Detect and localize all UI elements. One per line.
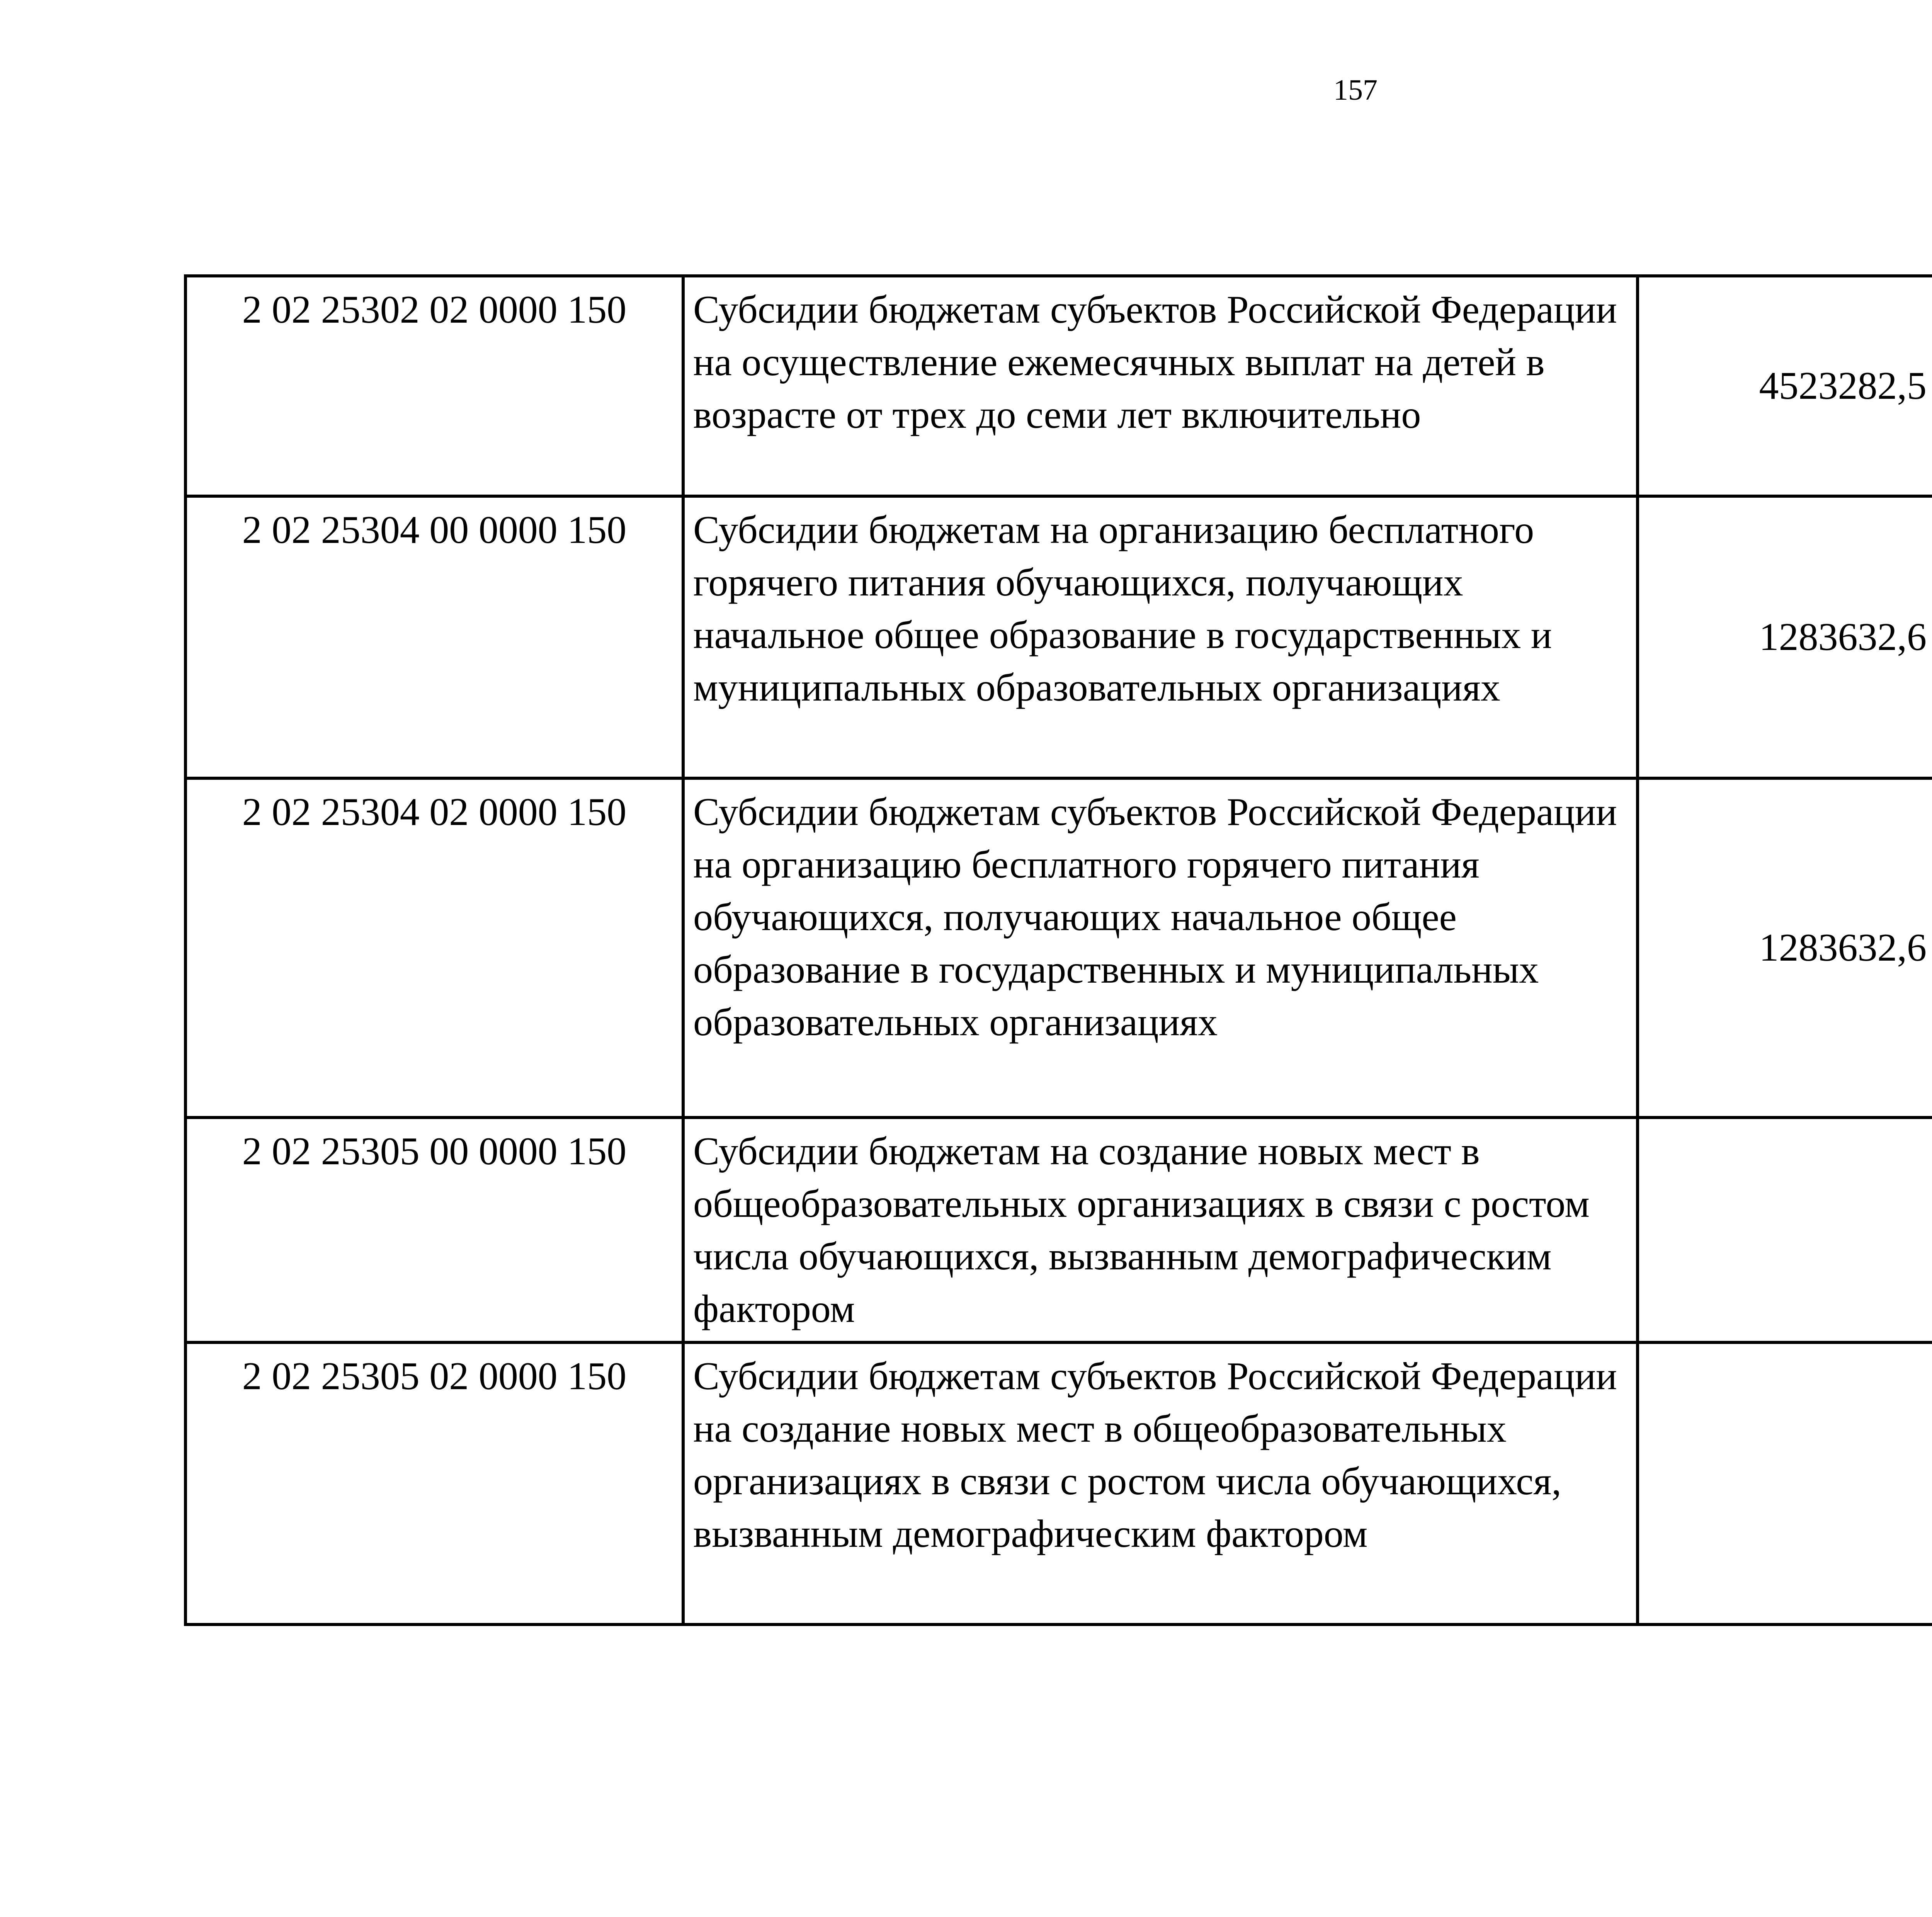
budget-code-cell: 2 02 25302 02 0000 150: [185, 276, 683, 496]
page-number: 157: [1333, 74, 1378, 106]
amount-cell-1: 4523282,5: [1638, 276, 1932, 496]
budget-revenue-table: [184, 274, 1932, 1626]
amount-cell-1: 1283632,6: [1638, 496, 1932, 778]
budget-code-cell: 2 02 25304 00 0000 150: [185, 496, 683, 778]
budget-code-cell: 2 02 25304 02 0000 150: [185, 778, 683, 1118]
table-row: [185, 1118, 1932, 1342]
amount-cell-1: [1638, 1342, 1932, 1624]
table-row: [185, 1342, 1932, 1624]
amount-cell-1: 1283632,6: [1638, 778, 1932, 1118]
description-cell: Субсидии бюджетам на организацию бесплатного горячего питания обучающихся, получающих начальное общее образование в государственных и муниципальных образовательных организациях: [683, 496, 1638, 778]
budget-code-cell: 2 02 25305 02 0000 150: [185, 1342, 683, 1624]
amount-cell-1: [1638, 1118, 1932, 1342]
table-row: [185, 496, 1932, 778]
table-row: [185, 276, 1932, 496]
description-cell: Субсидии бюджетам субъектов Российской Федерации на организацию бесплатного горячего питания обучающихся, получающих начальное общее образование в государственных и муниципальных образовательных организациях: [683, 778, 1638, 1118]
description-cell: Субсидии бюджетам субъектов Российской Федерации на осуществление ежемесячных выплат на детей в возрасте от трех до семи лет включительно: [683, 276, 1638, 496]
description-cell: Субсидии бюджетам субъектов Российской Федерации на создание новых мест в общеобразовательных организациях в связи с ростом числа обучающихся, вызванным демографическим фактором: [683, 1342, 1638, 1624]
table-row: [185, 778, 1932, 1118]
budget-code-cell: 2 02 25305 00 0000 150: [185, 1118, 683, 1342]
description-cell: Субсидии бюджетам на создание новых мест в общеобразовательных организациях в связи с ростом числа обучающихся, вызванным демографическим фактором: [683, 1118, 1638, 1342]
